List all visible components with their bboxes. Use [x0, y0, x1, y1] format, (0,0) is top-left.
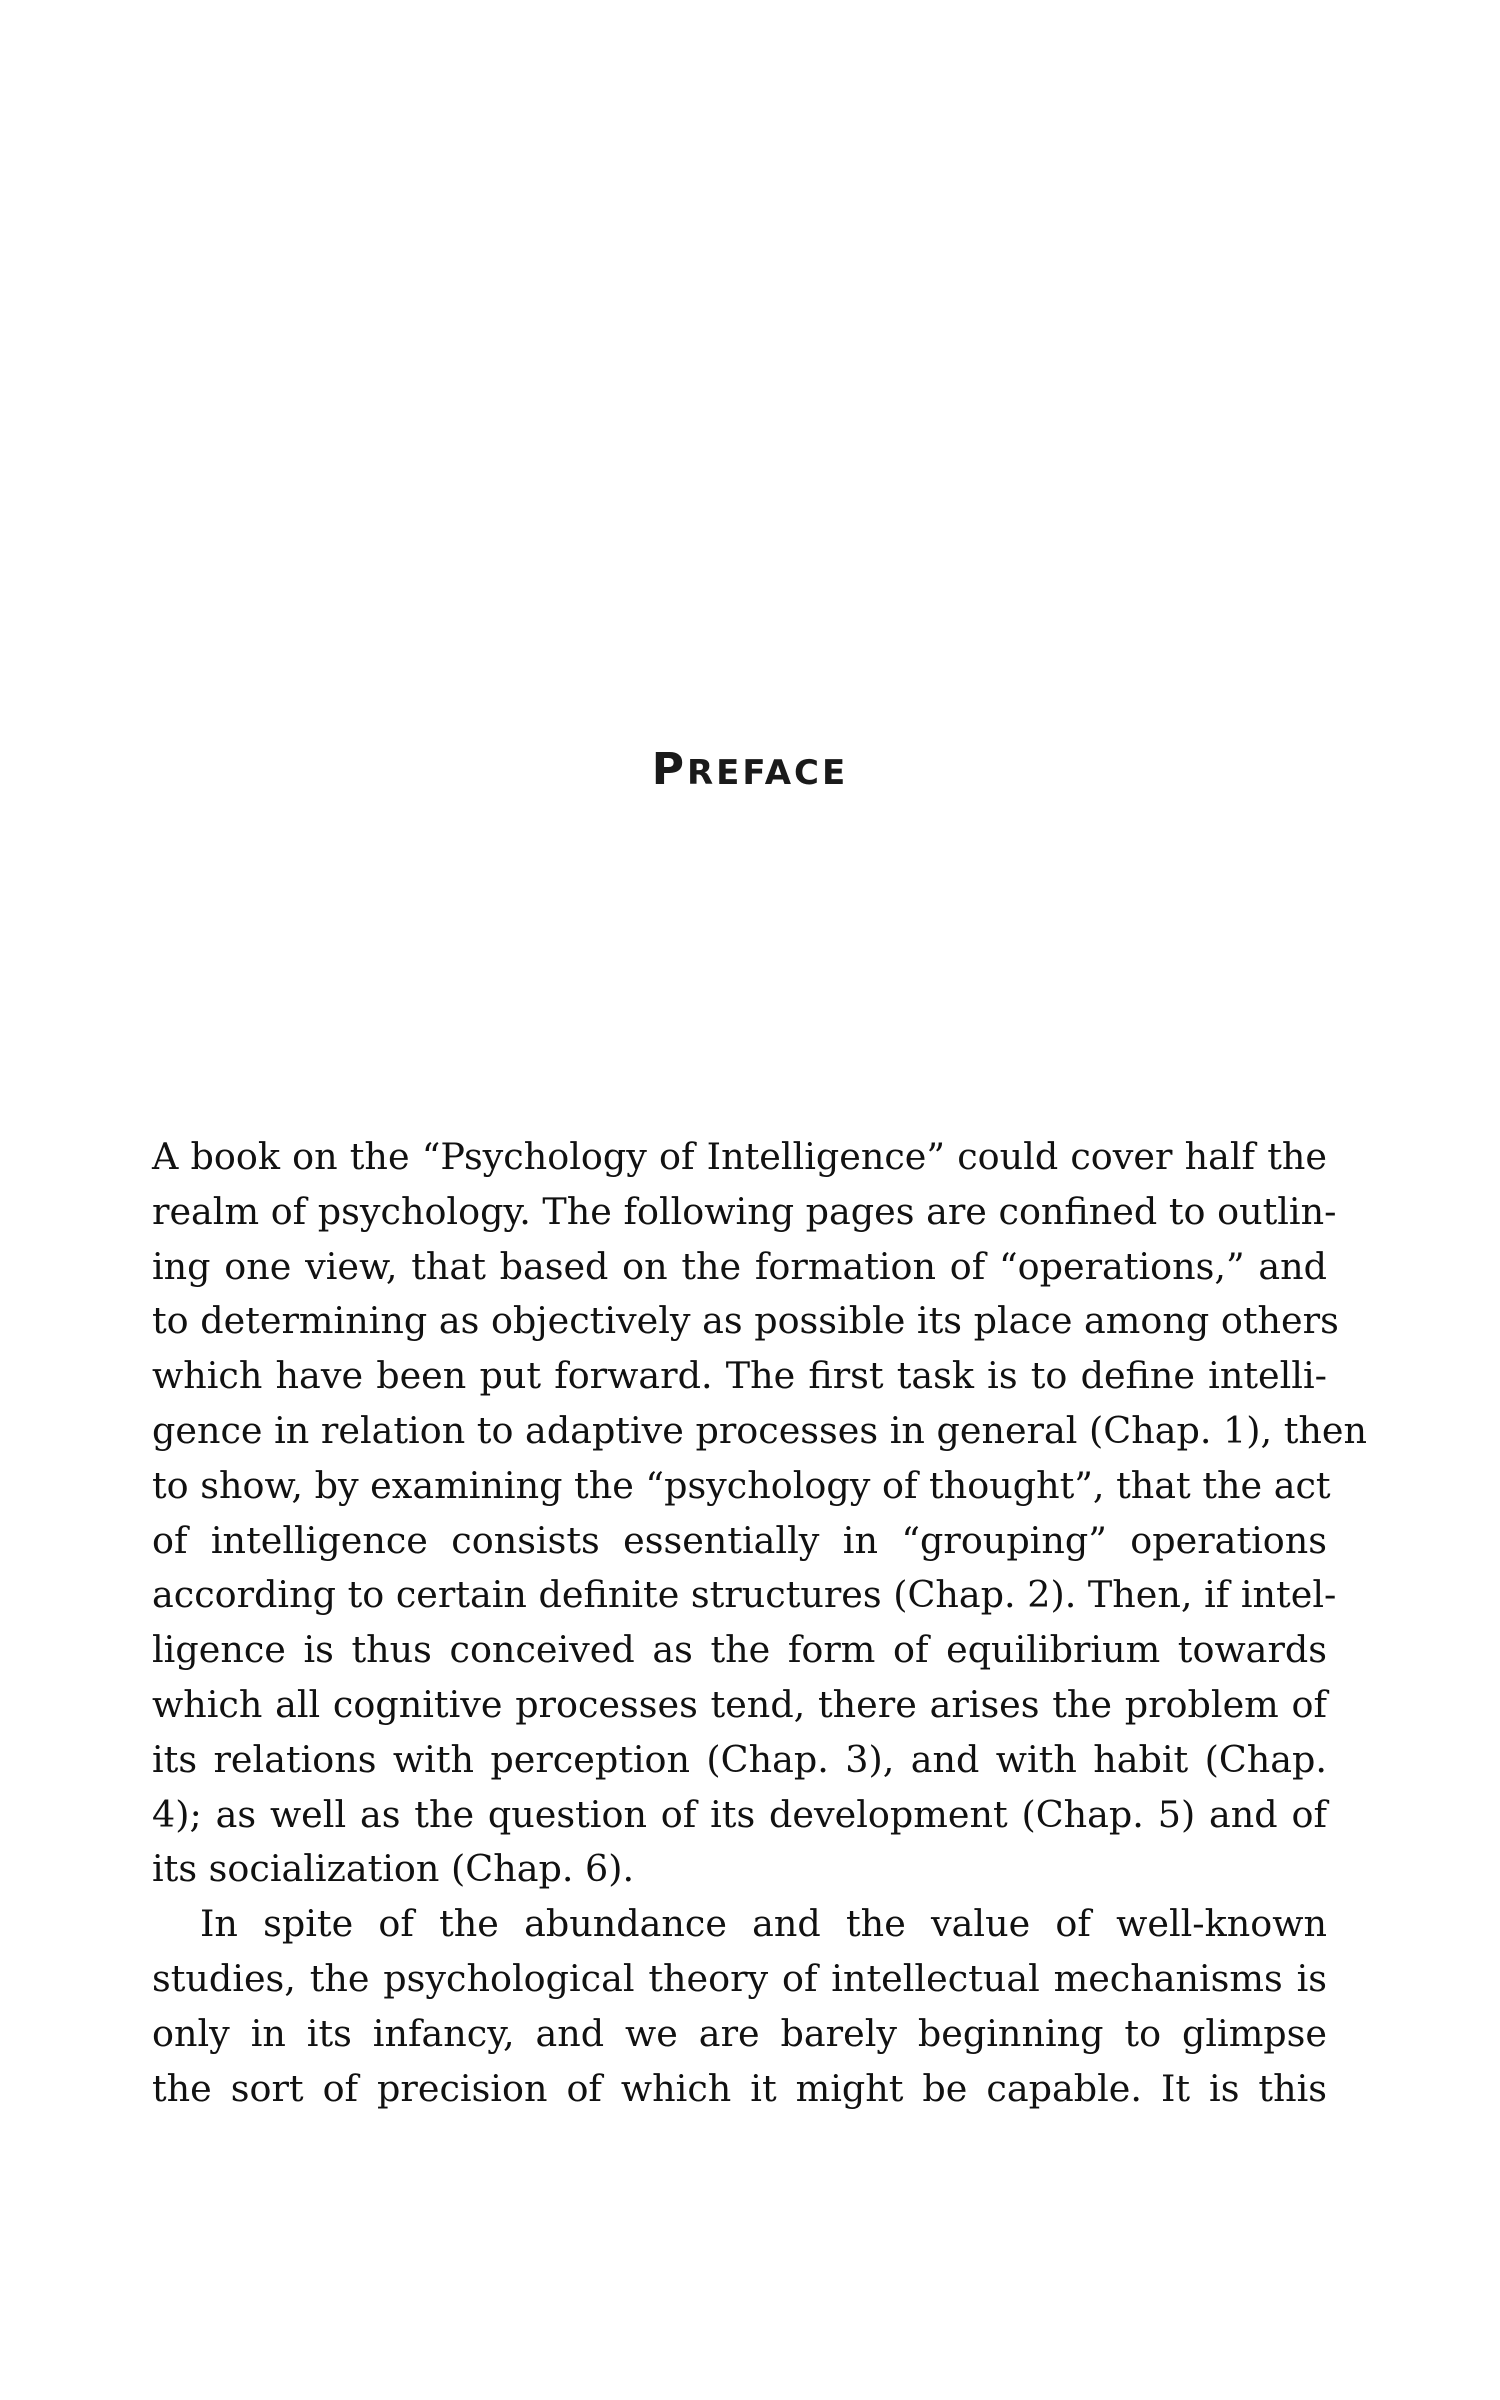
paragraph-1 [152, 1130, 1367, 1897]
paragraph-line: its socialization (Chap. 6). [152, 1847, 635, 1891]
paragraph-line: gence in relation to adaptive processes in general (Chap. 1), then [152, 1408, 1367, 1452]
paragraph-line: realm of psychology. The following pages are confined to outlin- [152, 1189, 1337, 1233]
paragraph-line: ligence is thus conceived as the form of equilibrium towards [152, 1628, 1327, 1672]
paragraph-line: A book on the “Psychology of Intelligence” could cover half the [152, 1135, 1327, 1178]
preface-heading: PREFACE [651, 744, 849, 795]
paragraph-line: which all cognitive processes tend, there arises the problem of [152, 1682, 1327, 1726]
preface-body [152, 1130, 1367, 2116]
paragraph-line: its relations with perception (Chap. 3), and with habit (Chap. [152, 1737, 1327, 1781]
paragraph-line: ing one view, that based on the formation of “operations,” and [152, 1244, 1327, 1288]
paragraph-line: of intelligence consists essentially in “grouping” operations [152, 1518, 1327, 1562]
paragraph-line: according to certain definite structures (Chap. 2). Then, if intel- [152, 1573, 1337, 1617]
paragraph-2 [152, 1897, 1327, 2116]
paragraph-line: to determining as objectively as possible its place among others [152, 1299, 1339, 1343]
paragraph-line: only in its infancy, and we are barely beginning to glimpse [152, 2011, 1327, 2055]
paragraph-line: studies, the psychological theory of intellectual mechanisms is [152, 1956, 1327, 2000]
paragraph-line: which have been put forward. The first task is to define intelli- [152, 1354, 1327, 1398]
paragraph-line: In spite of the abundance and the value of well-known [200, 1902, 1327, 1946]
paragraph-line: the sort of precision of which it might be capable. It is this [152, 2066, 1327, 2110]
paragraph-line: 4); as well as the question of its development (Chap. 5) and of [152, 1792, 1327, 1836]
paragraph-line: to show, by examining the “psychology of thought”, that the act [152, 1463, 1331, 1507]
